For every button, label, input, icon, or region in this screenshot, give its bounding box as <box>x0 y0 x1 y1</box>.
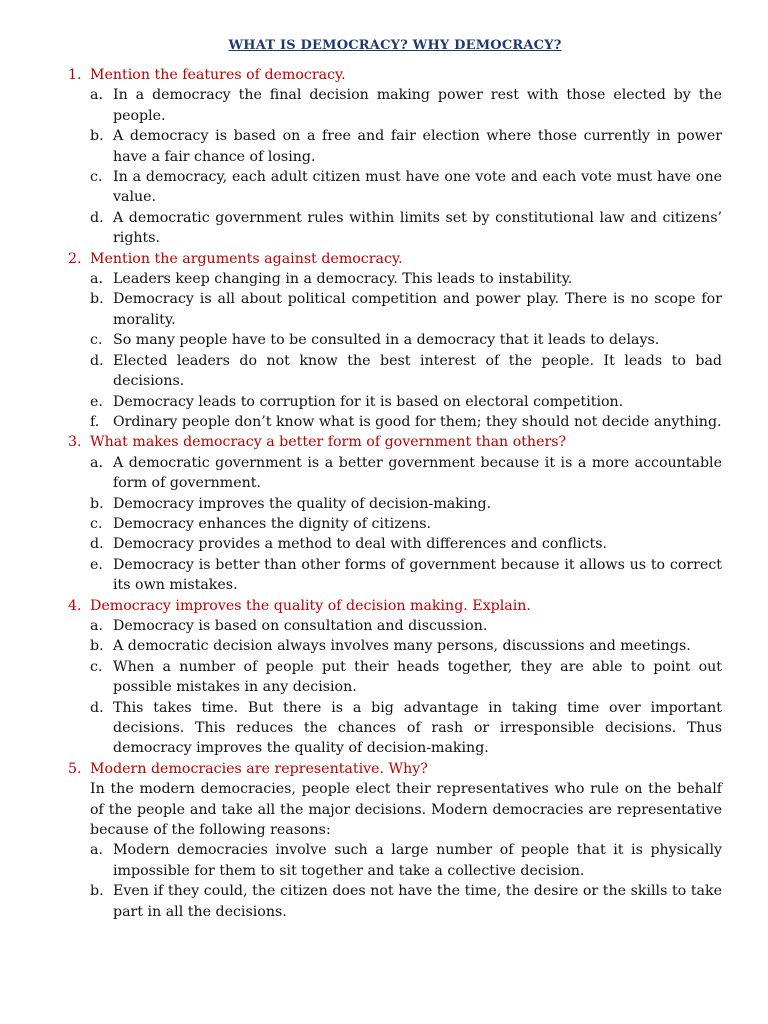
question-section <box>68 596 722 759</box>
answer-text: When a number of people put their heads together, they are able to point out possible mistakes in any decision. <box>113 658 722 696</box>
answer-letter: f. <box>90 413 100 430</box>
answer-item <box>90 289 722 330</box>
question-number: 5. <box>68 760 82 777</box>
answer-text: In a democracy the final decision making power rest with those elected by the people. <box>113 87 722 124</box>
answer-letter: b. <box>90 291 104 308</box>
answer-letter: e. <box>90 393 103 410</box>
answer-item <box>90 840 722 881</box>
question-section <box>68 759 722 922</box>
answer-letter: a. <box>90 842 103 859</box>
answer-item <box>90 636 722 656</box>
answer-item <box>90 351 722 392</box>
page-title: WHAT IS DEMOCRACY? WHY DEMOCRACY? <box>228 38 562 53</box>
question-section <box>68 249 722 433</box>
question-text: What makes democracy a better form of government than others? <box>90 434 567 451</box>
answer-item <box>90 208 722 249</box>
answer-list <box>68 85 722 248</box>
answer-letter: c. <box>90 169 103 186</box>
answer-text: Democracy improves the quality of decision-making. <box>113 495 492 512</box>
answer-text: Even if they could, the citizen does not have the time, the desire or the skills to take part in all the decisions. <box>113 883 722 920</box>
answer-item <box>90 494 722 514</box>
answer-item <box>90 657 722 698</box>
answer-letter: d. <box>90 699 104 716</box>
question-number: 2. <box>68 250 82 267</box>
answer-list <box>68 840 722 922</box>
answer-letter: d. <box>90 209 104 226</box>
answer-text: Modern democracies involve such a large number of people that it is physically impossible for them to sit together and take a collective decision. <box>113 842 722 879</box>
answer-text: Ordinary people don’t know what is good for them; they should not decide anything. <box>113 413 722 430</box>
answer-item <box>90 698 722 759</box>
question-section <box>68 65 722 249</box>
answer-text: Democracy is better than other forms of government because it allows us to correct its own mistakes. <box>113 556 722 594</box>
answer-item <box>90 330 722 350</box>
answer-text: Leaders keep changing in a democracy. This leads to instability. <box>113 271 573 288</box>
question-heading <box>68 432 722 452</box>
question-number: 3. <box>68 434 82 451</box>
answer-item <box>90 126 722 167</box>
answer-letter: a. <box>90 617 103 634</box>
answer-text: A democracy is based on a free and fair election where those currently in power have a fair chance of losing. <box>113 128 722 165</box>
answer-item <box>90 534 722 554</box>
answer-letter: a. <box>90 271 103 288</box>
question-number: 4. <box>68 597 82 614</box>
question-heading <box>68 596 722 616</box>
answer-item <box>90 616 722 636</box>
answer-item <box>90 167 722 208</box>
question-heading <box>68 249 722 269</box>
question-section <box>68 432 722 595</box>
answer-letter: a. <box>90 87 103 104</box>
answer-list <box>68 616 722 759</box>
answer-letter: c. <box>90 515 103 532</box>
question-text: Modern democracies are representative. Why? <box>90 760 428 777</box>
answer-text: Democracy is based on consultation and discussion. <box>113 617 488 634</box>
answer-letter: c. <box>90 658 103 675</box>
answer-list <box>68 269 722 432</box>
answer-item <box>90 453 722 494</box>
answer-text: Elected leaders do not know the best interest of the people. It leads to bad decisions. <box>113 352 722 390</box>
answer-list <box>68 453 722 596</box>
answer-text: Democracy leads to corruption for it is based on electoral competition. <box>113 393 624 410</box>
answer-letter: b. <box>90 883 104 900</box>
answer-letter: d. <box>90 352 104 369</box>
answer-item <box>90 881 722 922</box>
answer-text: Democracy is all about political competition and power play. There is no scope for morality. <box>113 291 722 328</box>
question-text: Democracy improves the quality of decision making. Explain. <box>90 597 531 614</box>
answer-text: A democratic government is a better government because it is a more accountable form of government. <box>113 454 722 492</box>
answer-letter: b. <box>90 128 104 145</box>
question-list <box>68 65 722 922</box>
answer-item <box>90 514 722 534</box>
answer-item <box>90 412 722 432</box>
answer-letter: a. <box>90 454 103 471</box>
answer-letter: b. <box>90 495 104 512</box>
answer-text: This takes time. But there is a big advantage in taking time over important decisions. This reduces the chances of rash or irresponsible decisions. Thus democracy improves the quality of decision-making. <box>113 699 722 757</box>
answer-text: In a democracy, each adult citizen must have one vote and each vote must have one value. <box>113 169 722 206</box>
question-number: 1. <box>68 67 82 83</box>
answer-item <box>90 392 722 412</box>
answer-letter: e. <box>90 556 103 573</box>
answer-text: Democracy provides a method to deal with differences and conflicts. <box>113 536 607 553</box>
answer-letter: d. <box>90 536 104 553</box>
answer-text: So many people have to be consulted in a democracy that it leads to delays. <box>113 332 660 349</box>
answer-letter: b. <box>90 638 104 655</box>
question-text: Mention the arguments against democracy. <box>90 250 403 267</box>
answer-text: Democracy enhances the dignity of citizens. <box>113 515 431 532</box>
answer-text: A democratic decision always involves many persons, discussions and meetings. <box>113 638 691 655</box>
answer-letter: c. <box>90 332 103 349</box>
question-heading <box>68 65 722 85</box>
answer-item <box>90 555 722 596</box>
answer-item <box>90 85 722 126</box>
section-intro-paragraph: In the modern democracies, people elect their representatives who rule on the behalf of the people and take all the major decisions. Modern democracies are representative because of the following reasons: <box>90 781 722 839</box>
question-text: Mention the features of democracy. <box>90 67 346 83</box>
question-heading <box>68 759 722 779</box>
answer-text: A democratic government rules within limits set by constitutional law and citizens’ rights. <box>113 209 722 247</box>
answer-item <box>90 269 722 289</box>
